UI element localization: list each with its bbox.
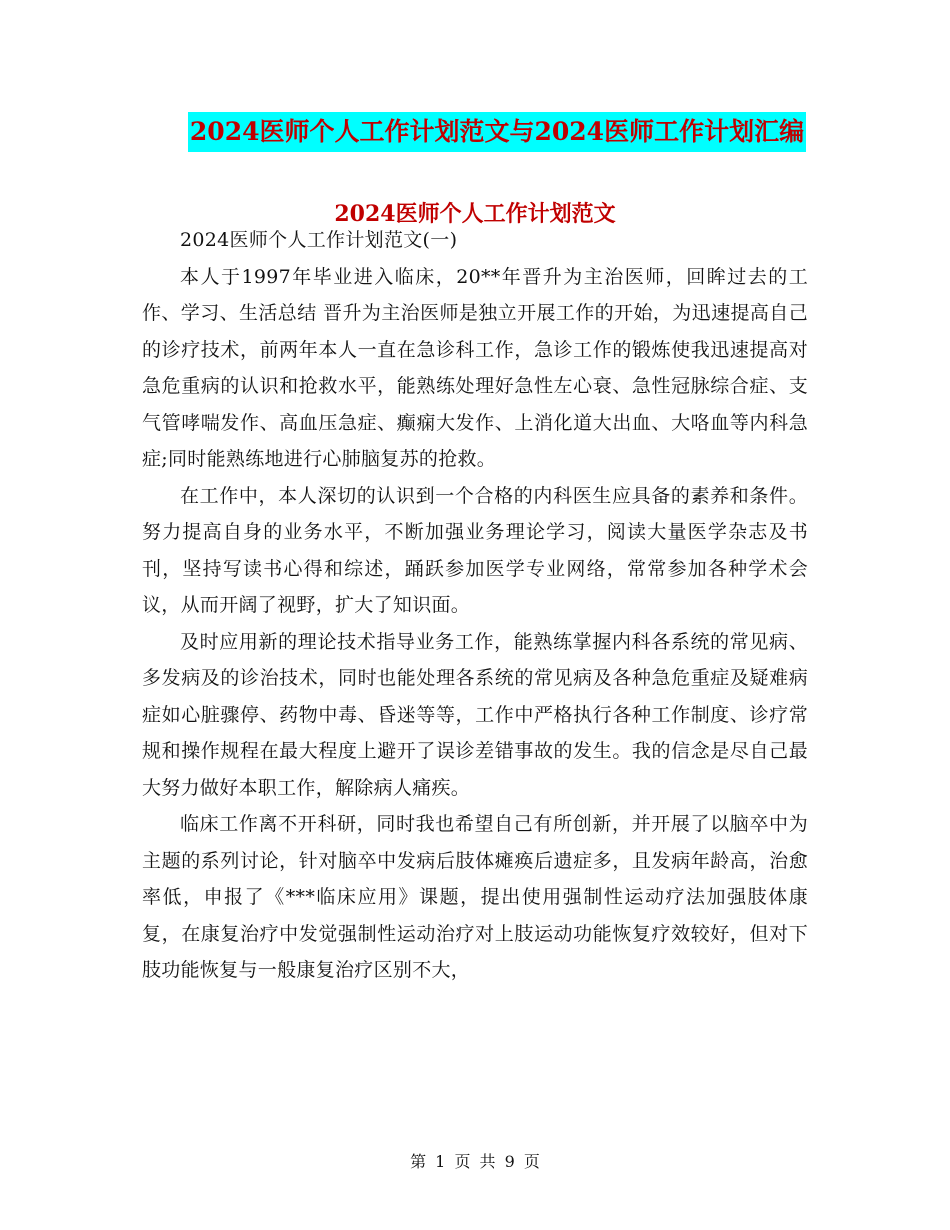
document-title-bar xyxy=(0,112,950,155)
paragraph: 临床工作离不开科研，同时我也希望自己有所创新，并开展了以脑卒中为主题的系列讨论，针对脑卒中发病后肢体瘫痪后遗症多，且发病年龄高，治愈率低，申报了《***临床应用》课题，提出使用强制性运动疗法加强肢体康复，在康复治疗中发觉强制性运动治疗对上肢运动功能恢复疗效较好，但对下肢功能恢复与一般康复治疗区别不大， xyxy=(142,813,808,981)
document-title: 2024医师个人工作计划范文与2024医师工作计划汇编 xyxy=(188,112,806,152)
paragraph: 及时应用新的理论技术指导业务工作，能熟练掌握内科各系统的常见病、多发病及的诊治技术，同时也能处理各系统的常见病及各种急危重症及疑难病症如心脏骤停、药物中毒、昏迷等等，工作中严格执行各种工作制度、诊疗常规和操作规程在最大程度上避开了误诊差错事故的发生。我的信念是尽自己最大努力做好本职工作，解除病人痛疾。 xyxy=(142,630,808,799)
section-title: 2024医师个人工作计划范文 xyxy=(334,201,616,227)
page-number: 第 1 页 共 9 页 xyxy=(410,1152,540,1171)
subheading: 2024医师个人工作计划范文(一) xyxy=(180,229,458,251)
paragraph: 本人于1997年毕业进入临床，20**年晋升为主治医师，回眸过去的工作、学习、生活总结 晋升为主治医师是独立开展工作的开始，为迅速提高自己的诊疗技术，前两年本人一直在急诊科工作，急诊工作的锻炼使我迅速提高对急危重病的认识和抢救水平，能熟练处理好急性左心衰、急性冠脉综合症、支气管哮喘发作、高血压急症、癫痫大发作、上消化道大出血、大咯血等内科急症;同时能熟练地进行心肺脑复苏的抢救。 xyxy=(142,265,808,470)
paragraph: 在工作中，本人深切的认识到一个合格的内科医生应具备的素养和条件。努力提高自身的业务水平，不断加强业务理论学习，阅读大量医学杂志及书刊，坚持写读书心得和综述，踊跃参加医学专业网络，常常参加各种学术会议，从而开阔了视野，扩大了知识面。 xyxy=(142,484,808,616)
document-body xyxy=(142,222,808,989)
